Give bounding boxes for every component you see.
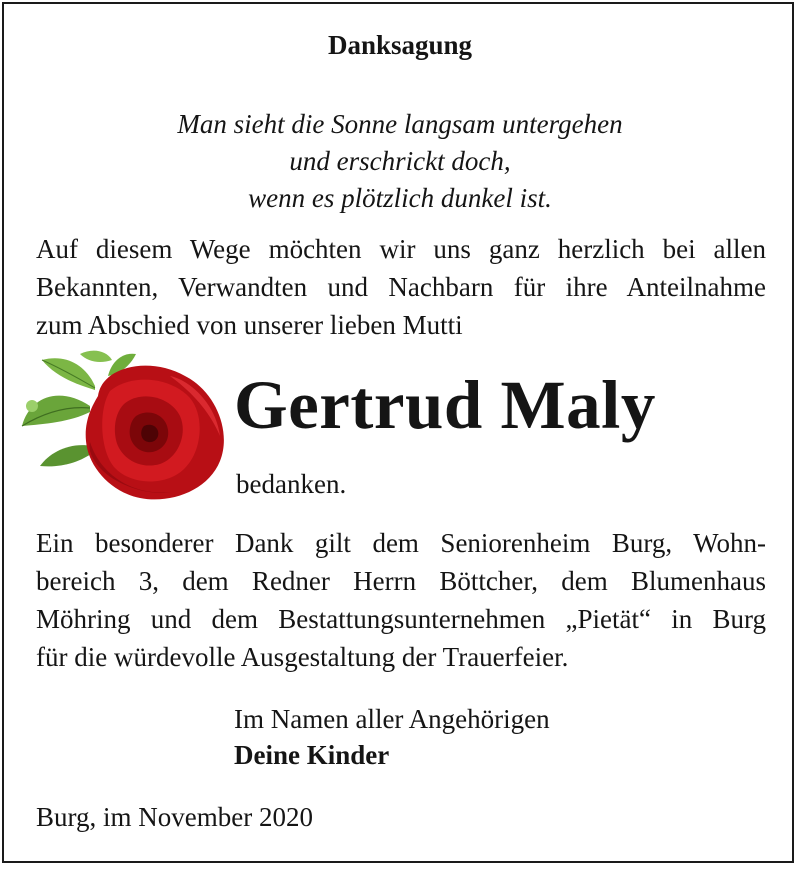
intro-line: zum Abschied von unserer lieben Mutti <box>36 310 463 340</box>
special-thanks-line: für die würdevolle Ausgestaltung der Trauerfeier. <box>36 642 569 672</box>
special-thanks-paragraph <box>36 524 766 676</box>
intro-line: Auf diesem Wege möchten wir uns ganz herzlich bei allen <box>36 234 766 264</box>
signature-line: Im Namen aller Angehörigen <box>234 704 550 734</box>
intro-paragraph <box>36 230 766 344</box>
poem-line: Man sieht die Sonne langsam untergehen <box>177 109 623 139</box>
notice-heading: Danksagung <box>327 30 473 60</box>
special-thanks-line: Ein besonderer Dank gilt dem Seniorenheim Burg, Wohn- <box>36 528 766 558</box>
place-date: Burg, im November 2020 <box>36 802 313 832</box>
poem <box>0 106 800 217</box>
intro-line: Bekannten, Verwandten und Nachbarn für ihre Anteilnahme <box>36 272 766 302</box>
signature-name: Deine Kinder <box>234 740 390 770</box>
poem-line: und erschrickt doch, <box>289 146 511 176</box>
poem-line: wenn es plötzlich dunkel ist. <box>248 183 552 213</box>
red-rose-icon <box>20 346 235 506</box>
deceased-name: Gertrud Maly <box>234 367 656 443</box>
special-thanks-line: bereich 3, dem Redner Herrn Böttcher, dem Blumenhaus <box>36 566 766 596</box>
special-thanks-line: Möhring und dem Bestattungsunternehmen „Pietät“ in Burg <box>36 604 766 634</box>
thanks-text: bedanken. <box>236 469 347 499</box>
